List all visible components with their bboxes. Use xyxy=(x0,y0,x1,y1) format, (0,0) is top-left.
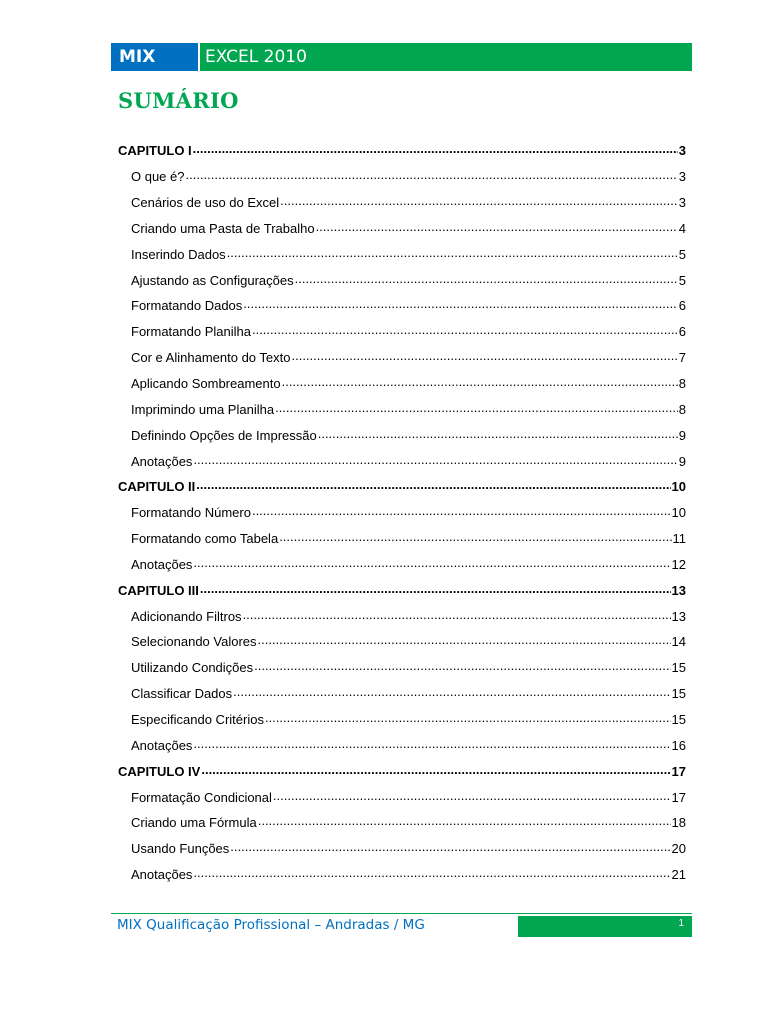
toc-section-entry[interactable] xyxy=(118,345,686,371)
toc-entry-page: 15 xyxy=(671,660,686,676)
toc-entry-page: 5 xyxy=(678,246,686,262)
toc-section-entry[interactable] xyxy=(118,836,686,862)
toc-entry-page: 4 xyxy=(678,220,686,236)
toc-chapter-entry[interactable] xyxy=(118,577,686,603)
toc-entry-label: CAPITULO I xyxy=(118,143,192,159)
toc-entry-label: Formatação Condicional xyxy=(131,789,272,805)
toc-entry-label: Definindo Opções de Impressão xyxy=(131,427,317,443)
toc-entry-page: 7 xyxy=(678,350,686,366)
toc-dot-leader xyxy=(279,532,671,545)
toc-dot-leader xyxy=(254,661,670,674)
toc-entry-page: 17 xyxy=(671,789,686,805)
toc-section-entry[interactable] xyxy=(118,371,686,397)
toc-entry-label: Usando Funções xyxy=(131,841,230,857)
toc-entry-page: 21 xyxy=(671,867,686,883)
toc-section-entry[interactable] xyxy=(118,655,686,681)
toc-dot-leader xyxy=(316,222,678,235)
toc-entry-page: 5 xyxy=(678,272,686,288)
toc-dot-leader xyxy=(291,351,677,364)
toc-section-entry[interactable] xyxy=(118,629,686,655)
toc-section-entry[interactable] xyxy=(118,500,686,526)
toc-dot-leader xyxy=(193,739,670,752)
toc-entry-label: Formatando Dados xyxy=(131,298,243,314)
footer-text: MIX Qualificação Profissional – Andradas / MG xyxy=(117,917,425,933)
toc-entry-page: 13 xyxy=(671,582,686,598)
toc-dot-leader xyxy=(282,377,678,390)
toc-entry-label: Utilizando Condições xyxy=(131,660,254,676)
toc-entry-page: 10 xyxy=(671,479,686,495)
toc-section-entry[interactable] xyxy=(118,810,686,836)
toc-section-entry[interactable] xyxy=(118,293,686,319)
header-title: EXCEL 2010 xyxy=(200,43,692,71)
toc-entry-label: CAPITULO IV xyxy=(118,763,201,779)
toc-dot-leader xyxy=(280,196,678,209)
toc-entry-label: Cor e Alinhamento do Texto xyxy=(131,350,291,366)
toc-entry-label: O que é? xyxy=(131,169,185,185)
toc-entry-page: 18 xyxy=(671,815,686,831)
toc-entry-page: 11 xyxy=(672,531,686,547)
toc-entry-page: 17 xyxy=(671,763,686,779)
toc-dot-leader xyxy=(193,455,677,468)
toc-section-entry[interactable] xyxy=(118,681,686,707)
toc-entry-label: Anotações xyxy=(131,737,193,753)
toc-chapter-entry[interactable] xyxy=(118,758,686,784)
page-number: 1 xyxy=(678,918,684,929)
toc-dot-leader xyxy=(230,842,670,855)
page-footer xyxy=(111,913,692,937)
toc-entry-page: 16 xyxy=(671,737,686,753)
toc-dot-leader xyxy=(200,584,671,597)
footer-page-box xyxy=(518,916,692,937)
toc-entry-page: 6 xyxy=(678,324,686,340)
toc-chapter-entry[interactable] xyxy=(118,474,686,500)
toc-entry-page: 9 xyxy=(678,453,686,469)
toc-entry-label: Criando uma Fórmula xyxy=(131,815,257,831)
page-header xyxy=(111,43,692,71)
toc-entry-label: Criando uma Pasta de Trabalho xyxy=(131,220,315,236)
toc-section-entry[interactable] xyxy=(118,267,686,293)
toc-dot-leader xyxy=(243,299,677,312)
toc-entry-page: 14 xyxy=(671,634,686,650)
toc-entry-label: Formatando Planilha xyxy=(131,324,251,340)
toc-entry-label: Classificar Dados xyxy=(131,686,233,702)
toc-dot-leader xyxy=(252,506,671,519)
toc-section-entry[interactable] xyxy=(118,216,686,242)
toc-dot-leader xyxy=(275,403,678,416)
toc-section-entry[interactable] xyxy=(118,552,686,578)
table-of-contents xyxy=(118,138,686,887)
header-brand: MIX xyxy=(111,43,198,71)
toc-dot-leader xyxy=(258,816,671,829)
toc-section-entry[interactable] xyxy=(118,784,686,810)
toc-section-entry[interactable] xyxy=(118,732,686,758)
toc-entry-label: Formatando Número xyxy=(131,505,251,521)
toc-entry-page: 8 xyxy=(678,376,686,392)
toc-section-entry[interactable] xyxy=(118,707,686,733)
toc-entry-page: 13 xyxy=(671,608,686,624)
toc-dot-leader xyxy=(196,480,670,493)
toc-entry-page: 3 xyxy=(678,195,686,211)
toc-entry-page: 12 xyxy=(671,556,686,572)
toc-entry-label: Imprimindo uma Planilha xyxy=(131,401,275,417)
toc-dot-leader xyxy=(227,248,678,261)
toc-section-entry[interactable] xyxy=(118,603,686,629)
toc-entry-label: Inserindo Dados xyxy=(131,246,226,262)
toc-dot-leader xyxy=(201,765,670,778)
toc-section-entry[interactable] xyxy=(118,241,686,267)
toc-chapter-entry[interactable] xyxy=(118,138,686,164)
toc-entry-page: 3 xyxy=(678,143,686,159)
toc-dot-leader xyxy=(193,868,670,881)
toc-entry-label: Especificando Critérios xyxy=(131,711,264,727)
toc-entry-page: 15 xyxy=(671,686,686,702)
toc-dot-leader xyxy=(186,170,678,183)
toc-entry-page: 15 xyxy=(671,711,686,727)
page-title: SUMÁRIO xyxy=(118,88,239,113)
toc-section-entry[interactable] xyxy=(118,526,686,552)
toc-section-entry[interactable] xyxy=(118,448,686,474)
toc-dot-leader xyxy=(233,687,670,700)
toc-dot-leader xyxy=(258,635,671,648)
footer-divider xyxy=(111,913,692,914)
toc-entry-page: 3 xyxy=(678,169,686,185)
toc-entry-label: Formatando como Tabela xyxy=(131,531,279,547)
toc-entry-page: 9 xyxy=(678,427,686,443)
toc-dot-leader xyxy=(295,274,678,287)
toc-entry-label: CAPITULO III xyxy=(118,582,199,598)
toc-entry-label: Selecionando Valores xyxy=(131,634,257,650)
toc-section-entry[interactable] xyxy=(118,164,686,190)
toc-section-entry[interactable] xyxy=(118,190,686,216)
toc-section-entry[interactable] xyxy=(118,396,686,422)
toc-entry-label: CAPITULO II xyxy=(118,479,196,495)
toc-entry-page: 6 xyxy=(678,298,686,314)
toc-section-entry[interactable] xyxy=(118,422,686,448)
toc-dot-leader xyxy=(318,429,678,442)
toc-dot-leader xyxy=(193,144,678,157)
toc-dot-leader xyxy=(273,791,671,804)
toc-section-entry[interactable] xyxy=(118,319,686,345)
toc-entry-label: Anotações xyxy=(131,867,193,883)
toc-entry-label: Cenários de uso do Excel xyxy=(131,195,280,211)
toc-entry-label: Adicionando Filtros xyxy=(131,608,242,624)
toc-entry-label: Anotações xyxy=(131,556,193,572)
toc-dot-leader xyxy=(252,325,678,338)
toc-entry-page: 8 xyxy=(678,401,686,417)
toc-dot-leader xyxy=(243,610,671,623)
toc-entry-label: Aplicando Sombreamento xyxy=(131,376,281,392)
toc-dot-leader xyxy=(265,713,671,726)
toc-entry-label: Ajustando as Configurações xyxy=(131,272,294,288)
toc-dot-leader xyxy=(193,558,670,571)
toc-entry-page: 20 xyxy=(671,841,686,857)
toc-entry-label: Anotações xyxy=(131,453,193,469)
toc-entry-page: 10 xyxy=(671,505,686,521)
toc-section-entry[interactable] xyxy=(118,862,686,888)
